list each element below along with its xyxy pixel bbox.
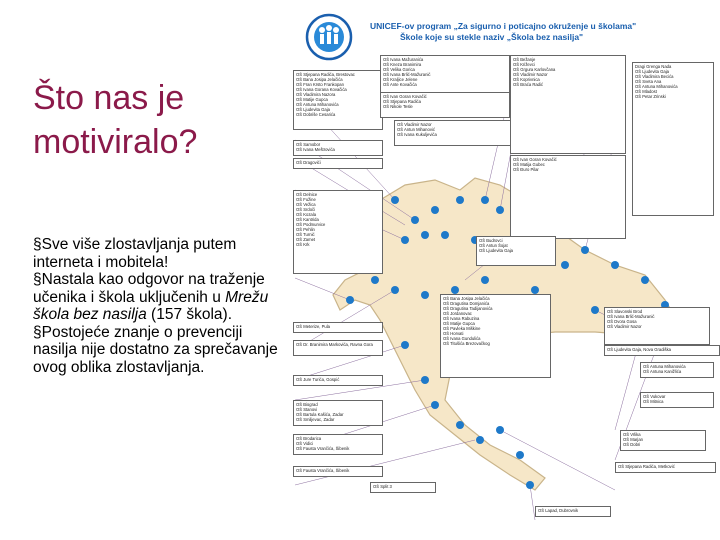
school-pin [496, 206, 504, 214]
school-name: OŠ Pehlin [296, 227, 315, 232]
school-pin [561, 261, 569, 269]
school-pin [641, 276, 649, 284]
school-name: OŠ Budrovci [479, 238, 503, 243]
school-name: OŠ Vladimir Nazor [513, 72, 548, 77]
school-name: OŠ Vladimir Nazor [397, 122, 432, 127]
school-name: OŠ Kantrida [296, 217, 319, 222]
school-pin [456, 421, 464, 429]
bullet-2 [33, 271, 278, 324]
school-pin [391, 196, 399, 204]
school-name: OŠ Delnice [296, 192, 318, 197]
school-name: OŠ Fužine [296, 197, 316, 202]
school-name: OŠ Braća Radić [513, 82, 544, 87]
school-name: OŠ Ante Kovačića [383, 82, 417, 87]
school-list-box [640, 362, 714, 378]
school-name: OŠ Antun Mihanović [397, 127, 435, 132]
school-list-box [535, 506, 611, 517]
school-pin [431, 206, 439, 214]
school-name: OŠ Ivan Goran Kovačić [383, 94, 427, 99]
school-list-box [293, 400, 383, 426]
school-name: OŠ Ivan Goran Kovačić [513, 157, 557, 162]
school-pin [531, 286, 539, 294]
school-name: OŠ Bana Josipa Jelačića [443, 296, 490, 301]
school-name: OŠ Krk [296, 242, 310, 247]
bullet-2-network: Mrežu škola bez nasilja [33, 288, 269, 323]
school-name: OŠ Vukovar [643, 394, 666, 399]
school-name: OŠ Koprivnica [513, 77, 540, 82]
school-name: OŠ Stjepana Radića, Brestovac [296, 72, 355, 77]
school-name: OŠ Smiljevac, Zadar [296, 417, 335, 422]
school-list-box [476, 236, 556, 266]
school-pin [516, 451, 524, 459]
school-name: OŠ Mitnica [643, 399, 664, 404]
school-name: OŠ Sveta Ana [635, 79, 662, 84]
school-list-box [293, 158, 383, 169]
school-name: OŠ Ljudevita Gaja [479, 248, 513, 253]
school-list-box [293, 375, 383, 386]
bullet-3: §Postojeće znanje o prevenciji nasilja nije dostatno za sprečavanje ovog oblika zlostavljanja. [33, 323, 278, 376]
school-pin [481, 276, 489, 284]
school-name: OŠ Zamet [296, 237, 316, 242]
school-list-box [293, 140, 383, 156]
school-name: OŠ Srdoči [296, 207, 316, 212]
school-name: OŠ Kneza Branimira [383, 62, 422, 67]
school-name: OŠ Vidici [296, 441, 314, 446]
school-pin [451, 286, 459, 294]
school-pin [591, 306, 599, 314]
school-name: OŠ Bana Josipa Jelačića [296, 77, 343, 82]
slide-title [33, 76, 273, 164]
school-pin [476, 436, 484, 444]
school-pin [391, 286, 399, 294]
school-name: OŠ Ivana Mažuranića [383, 57, 424, 62]
bullet-1: §Sve više zlostavljanja putem interneta i mobitela! [33, 236, 237, 271]
school-name: OŠ Turnić [296, 232, 315, 237]
school-name: OŠ Meterize, Pula [296, 324, 330, 329]
school-name: OŠ Mladost [635, 89, 657, 94]
school-name: OŠ Matije Gupca [443, 321, 475, 326]
school-list-box [380, 55, 510, 93]
school-name: OŠ Nikole Tesle [383, 104, 413, 109]
school-pin [441, 231, 449, 239]
school-list-box [620, 430, 706, 451]
school-name: OŠ Stjepana Radića [383, 99, 421, 104]
school-name: OŠ Titušića Brezovačkog [443, 341, 490, 346]
school-name: OŠ Biograd [296, 402, 318, 407]
school-name: OŠ Grgura Karlovčana [513, 67, 556, 72]
school-name: OŠ Ivana Brlić-Mažuranić [607, 314, 655, 319]
school-name: OŠ Vežica [296, 202, 316, 207]
school-name: OŠ Antuna Mihanovića [635, 84, 678, 89]
school-name: OŠ Antuna Mihanovića [643, 364, 686, 369]
school-name: OŠ Velika Gorica [383, 67, 415, 72]
school-pin [401, 341, 409, 349]
school-name: OŠ Brodarica [296, 436, 322, 441]
school-name: OŠ Kozala [296, 212, 317, 217]
school-name: OŠ Kraljice Jelene [383, 77, 418, 82]
program-header-line2: Škole koje su stekle naziv „Škola bez nasilja" [400, 32, 584, 42]
school-list-box [510, 55, 626, 154]
school-name: OŠ Horvati [443, 331, 464, 336]
school-name: OŠ Split 3 [373, 484, 392, 489]
school-name: OŠ Dr. Branimira Markovića, Ravna Gora [296, 342, 373, 347]
school-pin [421, 231, 429, 239]
school-name: OŠ Dragovići [296, 160, 321, 165]
school-pin [411, 216, 419, 224]
school-pin [421, 291, 429, 299]
school-pin [346, 296, 354, 304]
bullet-2-text: §Nastala kao odgovor na traženje učenika i škola uključenih u [33, 271, 265, 306]
school-name: OŠ Lapad, Dubrovnik [538, 508, 579, 513]
school-name: OŠ Matije Gupca [296, 97, 328, 102]
school-list-box [293, 322, 383, 333]
school-name: OŠ Dragutina Tadijanovića [443, 306, 493, 311]
school-pin [456, 196, 464, 204]
school-list-box [293, 190, 383, 274]
school-name: OŠ Ljudevita Gaja [296, 107, 330, 112]
school-pin [371, 276, 379, 284]
school-name: OŠ Vladimira Nazora [296, 92, 336, 97]
school-name: OŠ Petar Zrinski [635, 94, 666, 99]
school-name: OŠ Podmurvice [296, 222, 326, 227]
school-name: OŠ Stjepana Radića, Metković [618, 464, 675, 469]
school-name: OŠ Dobriše Cesarića [296, 112, 336, 117]
school-name: OŠ Ljudevita Gaja [635, 69, 669, 74]
school-name: OŠ Bežanje [513, 57, 536, 62]
school-pin [496, 426, 504, 434]
school-list-box [604, 345, 720, 356]
school-name: OŠ Slavonski Brod [607, 309, 643, 314]
school-name: OŠ Antuna Mihanovića [296, 102, 339, 107]
program-header-line1: UNICEF-ov program „Za sigurno i poticajno okruženje u školama" [370, 21, 637, 31]
school-list-box [370, 482, 436, 493]
school-list-box [380, 92, 510, 118]
school-name: OŠ Ivana Meštrovića [296, 147, 335, 152]
school-name: OŠ Dobri [623, 442, 641, 447]
school-name: OŠ Matija Gubec [513, 162, 545, 167]
slide-title-line2: motiviralo? [33, 123, 198, 161]
school-name: OŠ Marjan [623, 437, 644, 442]
school-name: OŠ Ivana Gundulića [443, 336, 481, 341]
school-pin [421, 376, 429, 384]
school-list-box [632, 62, 714, 216]
school-pin [481, 196, 489, 204]
school-name: OŠ Jure Turića, Gospić [296, 377, 340, 382]
school-name: OŠ Ljudevita Gaja, Nova Gradiška [607, 347, 672, 352]
school-name: OŠ Vladimir Nazor [607, 324, 642, 329]
school-name: OŠ Vladimira Becića [635, 74, 674, 79]
school-name: OŠ Križevci [513, 62, 535, 67]
school-name: OŠ Dragutina Domjanića [443, 301, 490, 306]
school-name: OŠ Antun Šojat [479, 243, 508, 248]
school-list-box [615, 462, 716, 473]
school-list-box [510, 155, 626, 239]
school-name: OŠ Jordanovac [443, 311, 472, 316]
school-list-box [293, 434, 383, 455]
school-pin [611, 261, 619, 269]
school-name: OŠ Pavleka Miškine [443, 326, 481, 331]
school-name: OŠ Stanovi [296, 407, 318, 412]
school-list-box [440, 294, 551, 378]
school-name: OŠ Antuna Kanižlića [643, 369, 682, 374]
school-name: OŠ Ivana Brlić-Mažuranić [383, 72, 431, 77]
school-name: OŠ Fausta Vrančića, Šibenik [296, 446, 350, 451]
school-list-box [394, 120, 524, 146]
school-name: OŠ Ivana Rabuzina [443, 316, 480, 321]
bullet-list [33, 236, 278, 376]
school-name: OŠ Ivana Gorana Kovačića [296, 87, 347, 92]
school-name: OŠ Ivana Kukuljevića [397, 132, 437, 137]
school-list-box [640, 392, 714, 408]
school-pin [401, 236, 409, 244]
school-name: Dragi Grenga Nada [635, 64, 672, 69]
program-header [370, 21, 710, 43]
school-name: OŠ Samobor [296, 142, 321, 147]
school-pin [581, 246, 589, 254]
school-pin [526, 481, 534, 489]
school-name: OŠ Vrlika [623, 432, 641, 437]
school-name: OŠ Fran Krsto Frankopan [296, 82, 344, 87]
school-name: OŠ Đuro Pilar [513, 167, 539, 172]
school-list-box [293, 466, 383, 477]
school-list-box [293, 340, 383, 356]
school-name: OŠ Bartula Kašića, Zadar [296, 412, 344, 417]
school-list-box [604, 307, 710, 345]
school-name: OŠ Dvora Gosa [607, 319, 637, 324]
slide-title-line1: Što nas je [33, 79, 185, 117]
school-list-box [293, 70, 383, 130]
school-pin [431, 401, 439, 409]
bullet-2-count: (157 škola). [146, 306, 233, 323]
school-name: OŠ Fausta Vrančića, Šibenik [296, 468, 350, 473]
